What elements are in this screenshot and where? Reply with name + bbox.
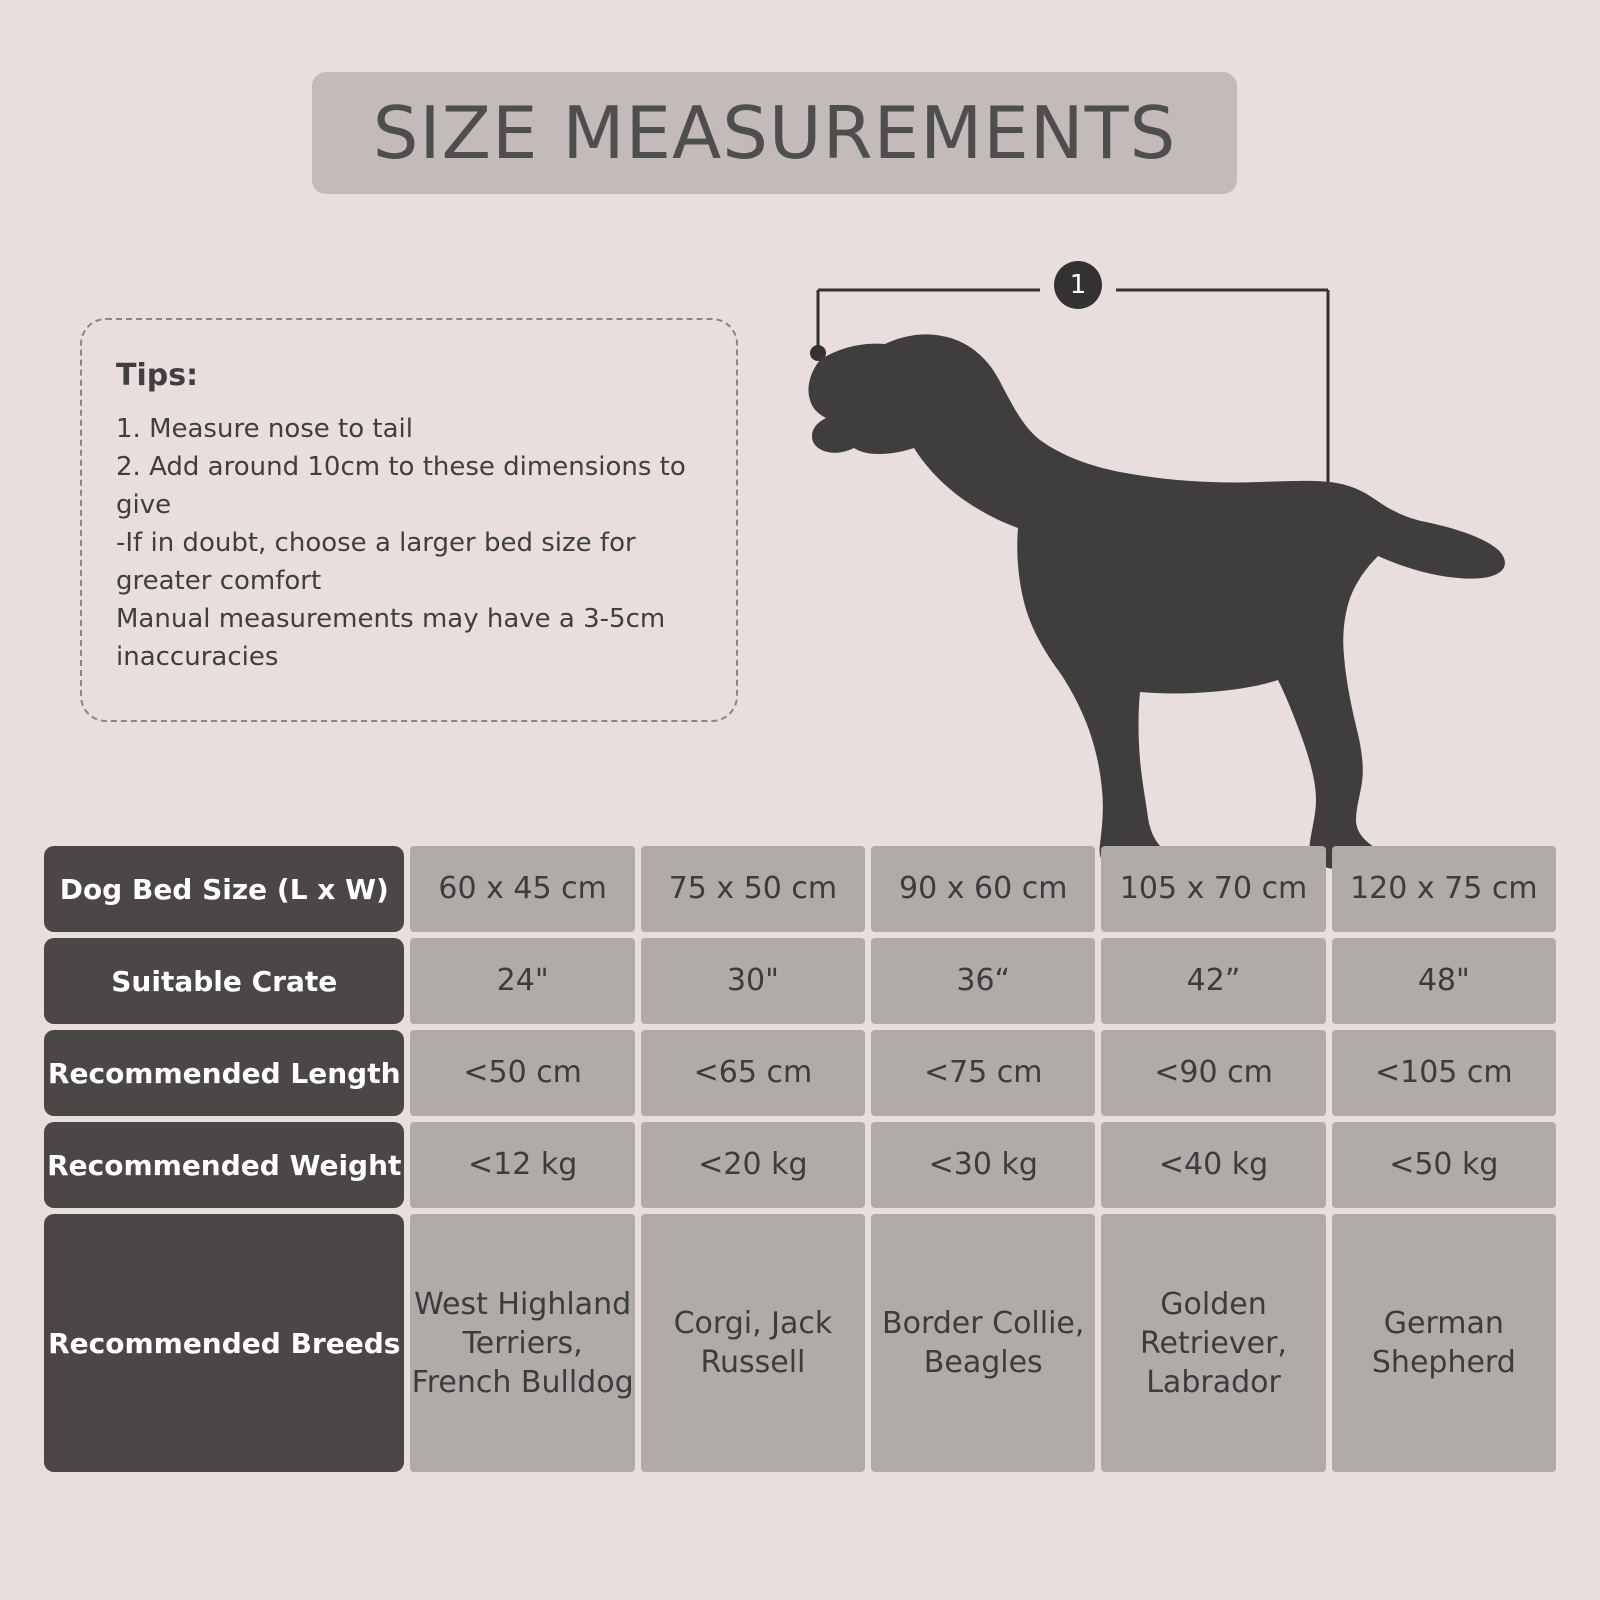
cell-breeds-5: German Shepherd	[1332, 1214, 1556, 1472]
cell-weight-2: <20 kg	[641, 1122, 865, 1208]
cell-crate-1: 24"	[410, 938, 634, 1024]
row-header-recommended-weight: Recommended Weight	[44, 1122, 404, 1208]
table-row	[44, 938, 1556, 1024]
cell-breeds-3: Border Collie, Beagles	[871, 1214, 1095, 1472]
cell-length-5: <105 cm	[1332, 1030, 1556, 1116]
cell-weight-4: <40 kg	[1101, 1122, 1325, 1208]
cell-length-1: <50 cm	[410, 1030, 634, 1116]
dog-measurement-diagram	[790, 255, 1530, 825]
table-row	[44, 1122, 1556, 1208]
table-row	[44, 1030, 1556, 1116]
cell-bed-size-4: 105 x 70 cm	[1101, 846, 1325, 932]
cell-weight-3: <30 kg	[871, 1122, 1095, 1208]
cell-weight-5: <50 kg	[1332, 1122, 1556, 1208]
cell-length-3: <75 cm	[871, 1030, 1095, 1116]
row-header-bed-size: Dog Bed Size (L x W)	[44, 846, 404, 932]
cell-bed-size-5: 120 x 75 cm	[1332, 846, 1556, 932]
cell-crate-4: 42”	[1101, 938, 1325, 1024]
cell-weight-1: <12 kg	[410, 1122, 634, 1208]
row-header-recommended-breeds: Recommended Breeds	[44, 1214, 404, 1472]
tips-line-4: Manual measurements may have a 3-5cm inaccuracies	[116, 603, 666, 672]
measurement-marker-1: 1	[1054, 261, 1102, 309]
cell-breeds-4: Golden Retriever, Labrador	[1101, 1214, 1325, 1472]
cell-bed-size-3: 90 x 60 cm	[871, 846, 1095, 932]
tips-heading: Tips:	[116, 358, 199, 393]
cell-breeds-1: West Highland Terriers, French Bulldog	[410, 1214, 634, 1472]
row-header-recommended-length: Recommended Length	[44, 1030, 404, 1116]
cell-breeds-2: Corgi, Jack Russell	[641, 1214, 865, 1472]
page-title: SIZE MEASUREMENTS	[372, 91, 1177, 175]
page-title-banner	[312, 72, 1237, 194]
dog-silhouette-icon	[790, 330, 1530, 890]
tips-line-1: 1. Measure nose to tail	[116, 414, 413, 444]
cell-crate-2: 30"	[641, 938, 865, 1024]
table-row	[44, 846, 1556, 932]
tips-line-3: -If in doubt, choose a larger bed size for greater comfort	[116, 527, 636, 596]
cell-crate-5: 48"	[1332, 938, 1556, 1024]
cell-crate-3: 36“	[871, 938, 1095, 1024]
cell-length-4: <90 cm	[1101, 1030, 1325, 1116]
cell-bed-size-1: 60 x 45 cm	[410, 846, 634, 932]
size-chart-table	[38, 840, 1562, 1478]
cell-bed-size-2: 75 x 50 cm	[641, 846, 865, 932]
cell-length-2: <65 cm	[641, 1030, 865, 1116]
row-header-suitable-crate: Suitable Crate	[44, 938, 404, 1024]
table-row	[44, 1214, 1556, 1472]
tips-line-2: 2. Add around 10cm to these dimensions to give	[116, 451, 686, 520]
tips-panel	[80, 318, 738, 722]
